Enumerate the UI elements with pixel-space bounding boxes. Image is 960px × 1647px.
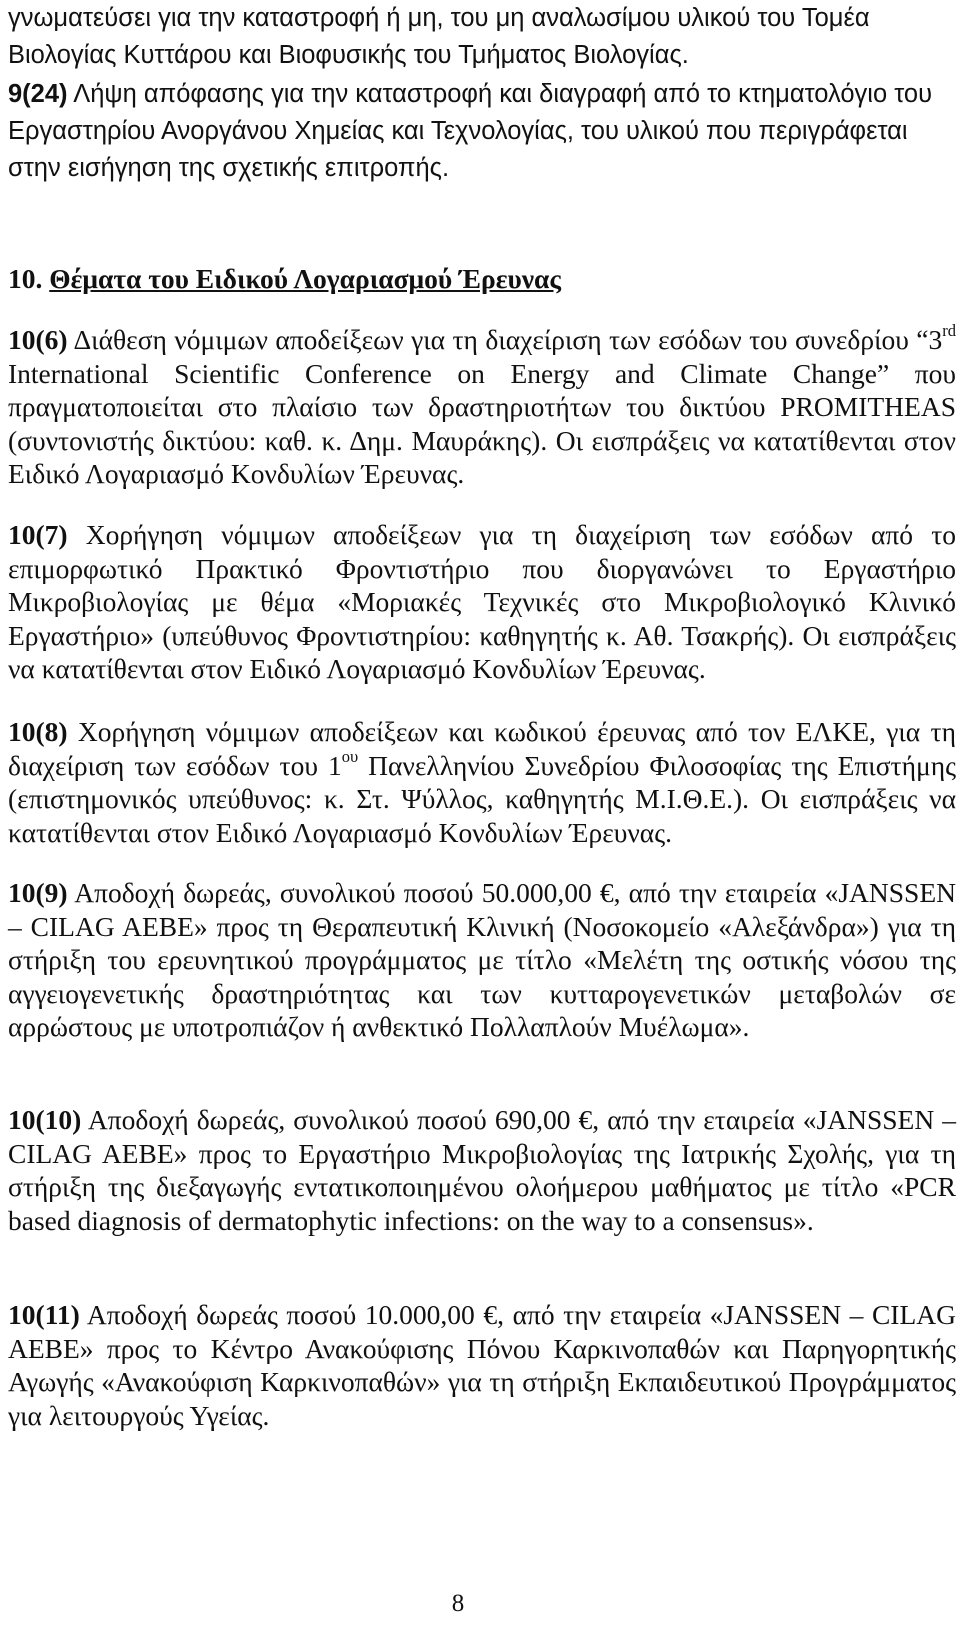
item-number: 10(6): [8, 324, 68, 355]
item-10-8-paragraph: [8, 715, 956, 849]
superscript-ordinal: rd: [942, 321, 956, 341]
page-number: 8: [451, 1590, 465, 1617]
item-number: 10(10): [8, 1104, 82, 1135]
item-10-10-paragraph: [8, 1103, 956, 1237]
item-text: Διάθεση νόμιμων αποδείξεων για τη διαχείριση των εσόδων του συνεδρίου “3: [67, 324, 943, 355]
item-number: 9(24): [8, 80, 68, 108]
item-text-continued: Πανελληνίου Συνεδρίου Φιλοσοφίας της Επιστήμης (επιστημονικός υπεύθυνος: κ. Στ. Ψύλλος, καθηγητής Μ.Ι.Θ.Ε.). Οι εισπράξεις να κατατίθενται στον Ειδικό Λογαριασμό Κονδυλίων Έρευνας.: [8, 749, 956, 848]
item-text: Χορήγηση νόμιμων αποδείξεων και κωδικού έρευνας από τον ΕΛΚΕ, για τη διαχείριση των εσόδων του 1: [8, 716, 956, 781]
item-10-6-paragraph: [8, 323, 956, 491]
item-10-11-paragraph: [8, 1298, 956, 1432]
item-number: 10(11): [8, 1299, 80, 1330]
item-text: Αποδοχή δωρεάς, συνολικού ποσού 50.000,00 €, από την εταιρεία «JANSSEN – CILAG AEBE» προς τη Θεραπευτική Κλινική (Νοσοκομείο «Αλεξάνδρα») για τη στήριξη του ερευνητικού προγράμματος με τίτλο «Μελέτη της οστικής νόσου της αγγειογενετικής δραστηριότητας και των κυτταρογενετικών μεταβολών σε αρρώστους με υποτροπιάζον ή ανθεκτικό Πολλαπλούν Μυέλωμα».: [8, 877, 956, 1042]
item-number: 10(7): [8, 519, 68, 550]
intro-text: γνωματεύσει για την καταστροφή ή μη, του μη αναλωσίμου υλικού του Τομέα Βιολογίας Κυττάρου και Βιοφυσικής του Τμήματος Βιολογίας.: [8, 4, 870, 69]
item-10-9-paragraph: [8, 876, 956, 1044]
item-text: Λήψη απόφασης για την καταστροφή και διαγραφή από το κτηματολόγιο του Εργαστηρίου Ανοργάνου Χημείας και Τεχνολογίας, του υλικού που περιγράφεται στην εισήγηση της σχετικής επιτροπής.: [8, 80, 933, 182]
superscript-ordinal: ου: [341, 746, 359, 766]
item-number: 10(8): [8, 716, 68, 747]
item-text: Χορήγηση νόμιμων αποδείξεων για τη διαχείριση των εσόδων από το επιμορφωτικό Πρακτικό Φροντιστήριο που διοργανώνει το Εργαστήριο Μικροβιολογίας με θέμα «Μοριακές Τεχνικές στο Μικροβιολογικό Κλινικό Εργαστήριο» (υπεύθυνος Φροντιστηρίου: καθηγητής κ. Αθ. Τσακρής). Οι εισπράξεις να κατατίθενται στον Ειδικό Λογαριασμό Κονδυλίων Έρευνας.: [8, 519, 956, 684]
item-text: Αποδοχή δωρεάς ποσού 10.000,00 €, από την εταιρεία «JANSSEN – CILAG AEBE» προς το Κέντρο Ανακούφισης Πόνου Καρκινοπαθών και Παρηγορητικής Αγωγής «Ανακούφιση Καρκινοπαθών» για τη στήριξη Εκπαιδευτικού Προγράμματος για λειτουργούς Υγείας.: [8, 1299, 956, 1431]
item-text-continued: International Scientific Conference on Energy and Climate Change” που πραγματοποιείται στο πλαίσιο των δραστηριοτήτων του δικτύου PROMITHEAS (συντονιστής δικτύου: καθ. κ. Δημ. Μαυράκης). Οι εισπράξεις να κατατίθενται στον Ειδικό Λογαριασμό Κονδυλίων Έρευνας.: [8, 357, 956, 489]
item-9-24-paragraph: [8, 76, 956, 187]
intro-paragraph: [8, 0, 956, 74]
item-number: 10(9): [8, 877, 68, 908]
section-10-heading: [8, 262, 956, 296]
section-number: 10.: [8, 263, 43, 294]
section-title: Θέματα του Ειδικού Λογαριασμού Έρευνας: [49, 263, 561, 294]
item-10-7-paragraph: [8, 518, 956, 686]
item-text: Αποδοχή δωρεάς, συνολικού ποσού 690,00 €, από την εταιρεία «JANSSEN – CILAG AEBE» προς το Εργαστήριο Μικροβιολογίας της Ιατρικής Σχολής, για τη στήριξη της διεξαγωγής εντατικοποιημένου ολοήμερου μαθήματος με τίτλο «PCR based diagnosis of dermatophytic infections: on the way to a consensus».: [8, 1104, 956, 1236]
